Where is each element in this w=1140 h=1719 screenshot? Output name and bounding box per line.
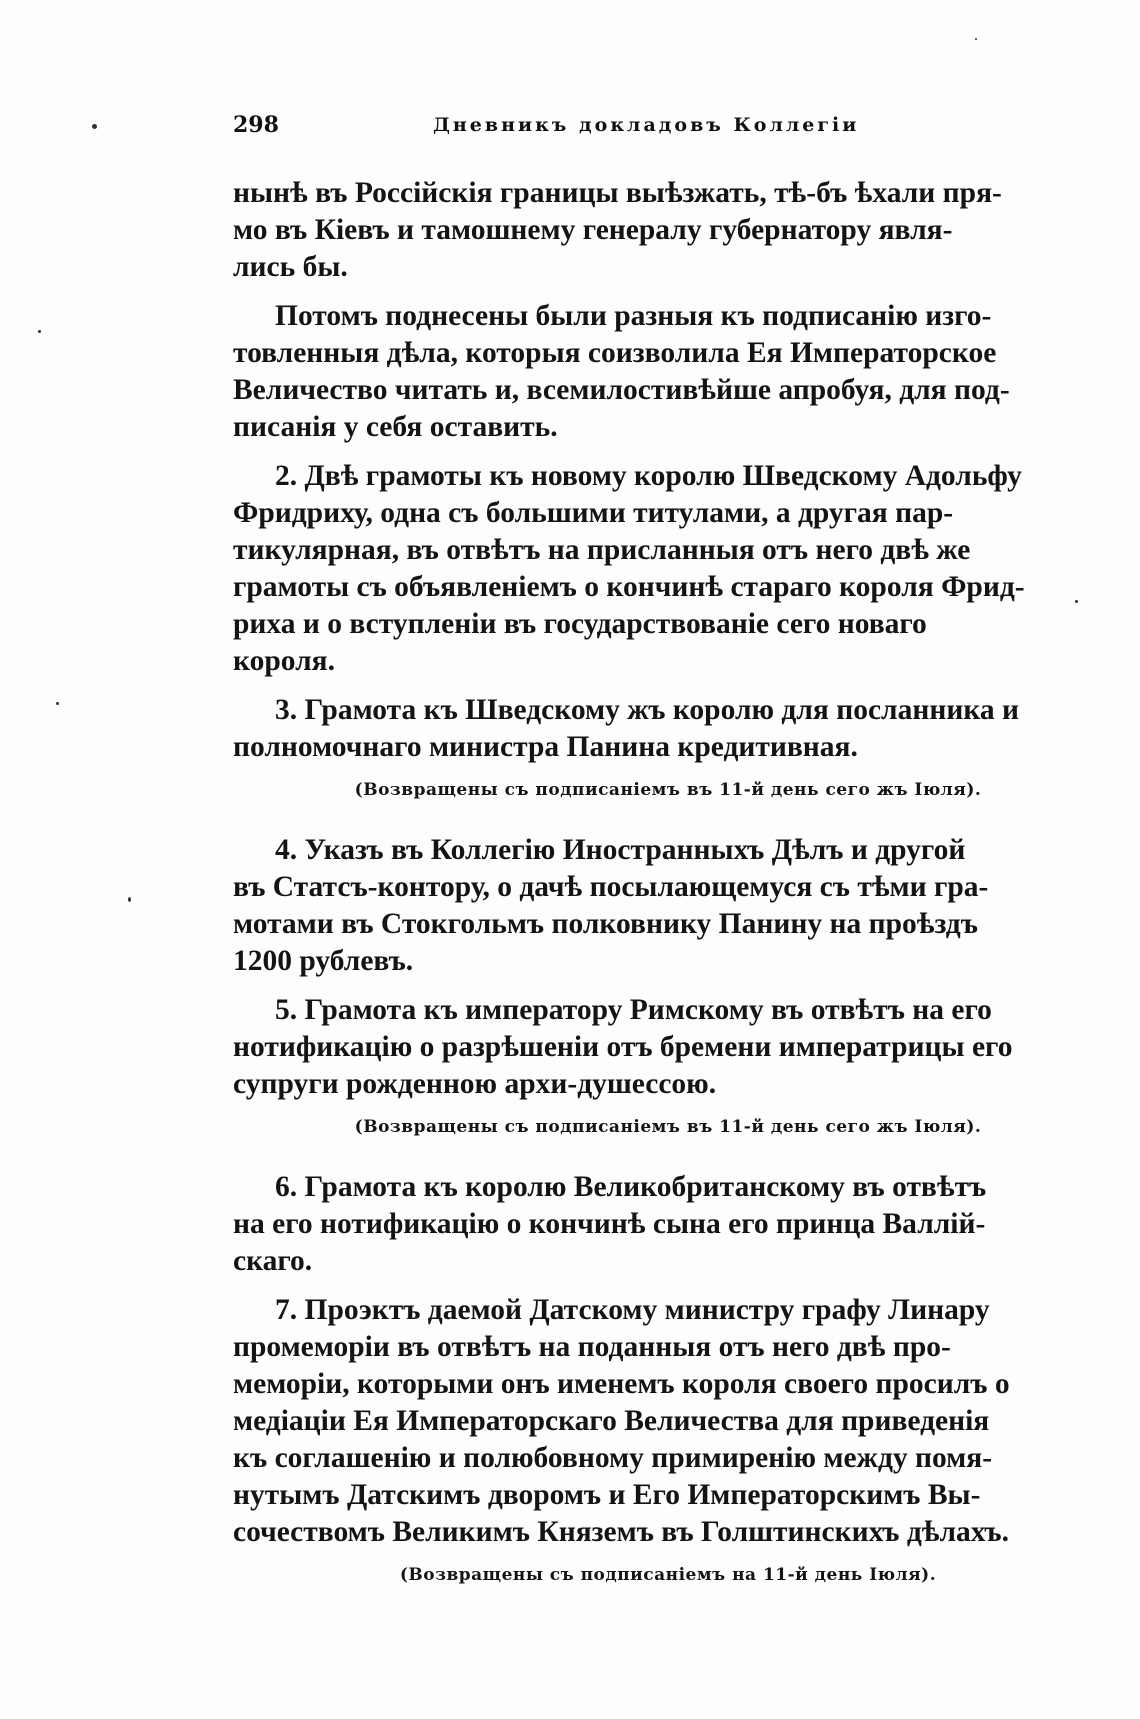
print-speck (975, 38, 977, 40)
paragraph-item-6: 6. Грамота къ королю Великобританскому въ отвѣтъ на его нотификацію о кончинѣ сына его принца Валлій- скаго. (233, 1171, 987, 1277)
print-speck (38, 330, 41, 333)
paragraph-continuation: нынѣ въ Россійскія границы выѣзжать, тѣ-бъ ѣхали пря- мо въ Кіевъ и тамошнему генералу губернатору явля- лись бы. (233, 177, 1002, 283)
paragraph-item-2: 2. Двѣ грамоты къ новому королю Шведскому Адольфу Фридриху, одна съ большими титулами, а другая пар- тикулярная, въ отвѣтъ на присланныя отъ него двѣ же грамоты съ объявленіемъ о кончинѣ стараго короля Фрид- риха и о вступленіи въ государствованіе сего новаго короля. (233, 460, 1025, 677)
paragraph-item-3: 3. Грамота къ Шведскому жъ королю для посланника и полномочнаго министра Панина кредитивная. (233, 694, 1020, 763)
print-speck (1075, 600, 1078, 603)
paragraph-item-4: 4. Указъ въ Коллегію Иностранныхъ Дѣлъ и другой въ Статсъ-контору, о дачѣ посылающемуся съ тѣми гра- мотами въ Стокгольмъ полковнику Панину на проѣздъ 1200 рублевъ. (233, 834, 989, 977)
print-speck (56, 702, 59, 705)
page-number: 298 (233, 112, 279, 138)
paragraph-item-5: 5. Грамота къ императору Римскому въ отвѣтъ на его нотификацію о разрѣшеніи отъ бремени императрицы его супруги рожденною архи-душессою. (233, 994, 1013, 1100)
return-note-3: (Возвращены съ подписаніемъ на 11-й день Іюля). (399, 1565, 937, 1585)
paragraph-item-7: 7. Проэктъ даемой Датскому министру графу Линару промеморіи въ отвѣтъ на поданныя отъ него двѣ про- меморіи, которыми онъ именемъ короля своего просилъ о медіаціи Ея Императорскаго Величества для приведенія къ соглашенію и полюбовному примиренію между помя- нутымъ Датскимъ дворомъ и Его Императорскимъ Вы- сочествомъ Великимъ Княземъ въ Голштинскихъ дѣлахъ. (233, 1294, 1010, 1548)
page-body (233, 175, 1063, 1617)
return-note-1: (Возвращены съ подписаніемъ въ 11-й день сего жъ Іюля). (354, 780, 982, 800)
print-speck (92, 124, 97, 129)
print-speck (128, 897, 131, 902)
paragraph-presented-documents: Потомъ поднесены были разныя къ подписанію изго- товленныя дѣла, которыя соизволила Ея Императорское Величество читать и, всемилостивѣйше апробуя, для под- писанія у себя оставить. (233, 300, 1010, 443)
running-title: Дневникъ докладовъ Коллегіи (433, 114, 860, 136)
return-note-2: (Возвращены съ подписаніемъ въ 11-й день сего жъ Іюля). (354, 1117, 982, 1137)
